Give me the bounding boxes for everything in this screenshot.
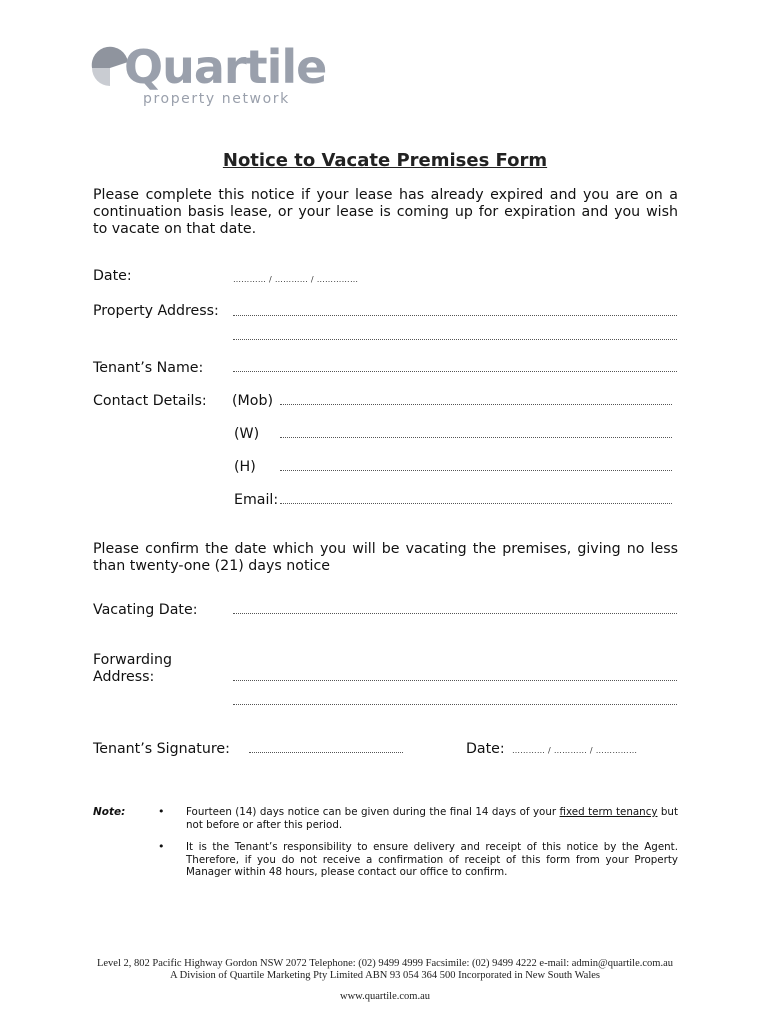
tenant-name-field[interactable]: [233, 371, 677, 372]
property-address-label: Property Address:: [93, 303, 219, 319]
logo-wordmark: Quartile: [124, 40, 327, 94]
home-phone-field[interactable]: [280, 470, 672, 471]
note-item-2: It is the Tenant’s responsibility to ensure delivery and receipt of this notice by the Agent. Therefore, if you do not receive a confirmation of receipt of this form from your Property Manager within 48 hours, please contact our office to confirm.: [186, 841, 678, 878]
vacating-date-label: Vacating Date:: [93, 602, 198, 618]
bullet-2: •: [158, 840, 165, 853]
logo-tagline: property network: [143, 91, 290, 107]
signature-field[interactable]: [249, 752, 403, 753]
home-phone-label: (H): [234, 459, 256, 475]
date-label: Date:: [93, 268, 132, 284]
intro-paragraph: Please complete this notice if your lease has already expired and you are on a continuation basis lease, or your lease is coming up for expiration and you wish to vacate on that date.: [93, 187, 678, 237]
footer-website: www.quartile.com.au: [340, 991, 430, 1002]
date-field[interactable]: ………… / ………… / ……………: [233, 275, 359, 284]
bullet-1: •: [158, 805, 165, 818]
note-item-1-post: but not before or after this period.: [186, 806, 678, 831]
signature-label: Tenant’s Signature:: [93, 741, 230, 757]
confirm-paragraph: Please confirm the date which you will be vacating the premises, giving no less than twenty-one (21) days notice: [93, 541, 678, 574]
tenant-name-label: Tenant’s Name:: [93, 360, 204, 376]
forwarding-address-field-2[interactable]: [233, 704, 677, 705]
footer-address: Level 2, 802 Pacific Highway Gordon NSW 2072 Telephone: (02) 9499 4999 Facsimile: (02) 9499 4222 e-mail: admin@quartile.com.au: [96, 958, 673, 969]
forwarding-label-line2: Address:: [93, 669, 155, 685]
contact-details-label: Contact Details:: [93, 393, 207, 409]
work-phone-field[interactable]: [280, 437, 672, 438]
note-item-1-pre: Fourteen (14) days notice can be given during the final 14 days of your: [186, 806, 560, 818]
email-label: Email:: [234, 492, 279, 508]
email-field[interactable]: [280, 503, 672, 504]
fixed-term-tenancy-text: fixed term tenancy: [559, 806, 658, 818]
property-address-field-2[interactable]: [233, 339, 677, 340]
property-address-field-1[interactable]: [233, 315, 677, 316]
signature-date-field[interactable]: ………… / ………… / ……………: [512, 746, 638, 755]
forwarding-address-field-1[interactable]: [233, 680, 677, 681]
mob-field[interactable]: [280, 404, 672, 405]
work-phone-label: (W): [234, 426, 260, 442]
note-item-1: [186, 806, 678, 831]
page-title: Notice to Vacate Premises Form: [222, 150, 548, 171]
forwarding-label-line1: Forwarding: [93, 652, 172, 668]
mob-label: (Mob): [232, 393, 273, 409]
vacating-date-field[interactable]: [233, 613, 677, 614]
note-label: Note:: [93, 806, 126, 818]
signature-date-label: Date:: [466, 741, 505, 757]
footer-company: A Division of Quartile Marketing Pty Limited ABN 93 054 364 500 Incorporated in New South Wales: [170, 970, 600, 981]
